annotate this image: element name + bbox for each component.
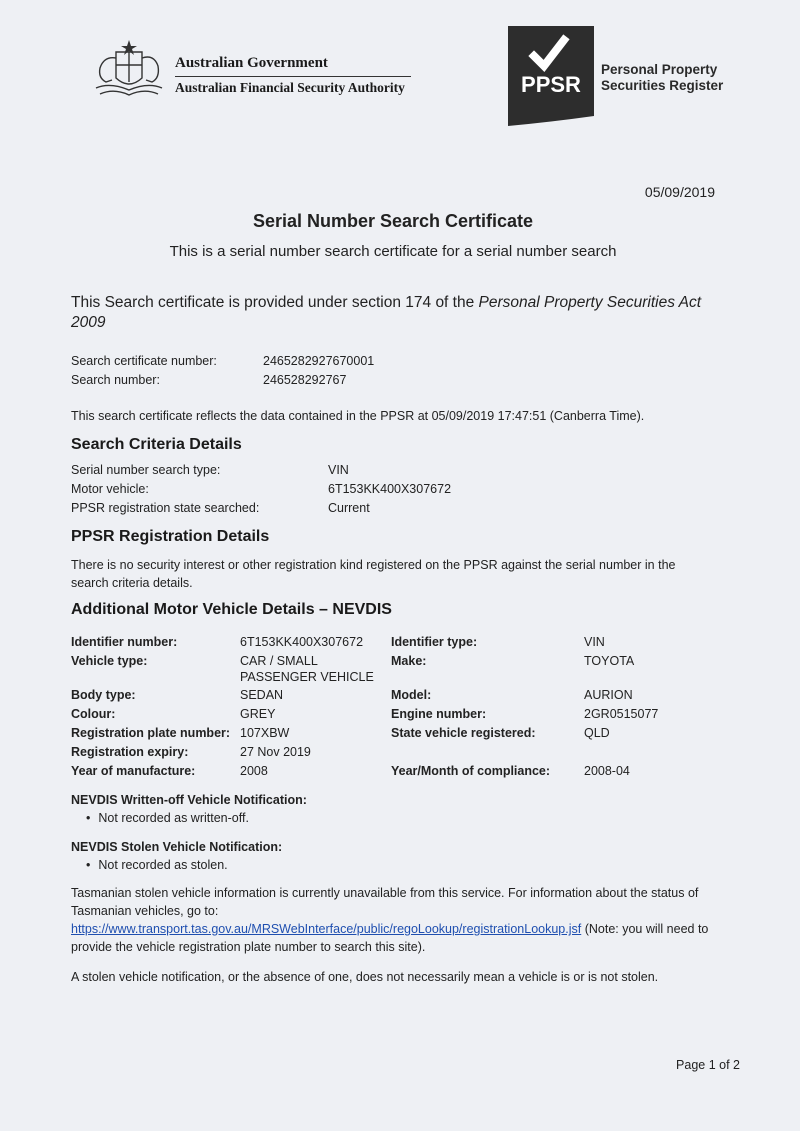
identifier-type-value: VIN — [584, 635, 605, 649]
model-label: Model: — [391, 688, 432, 702]
coat-of-arms-icon — [90, 38, 168, 100]
ppsr-logo-text: PPSR — [521, 72, 581, 97]
make-value: TOYOTA — [584, 654, 635, 668]
written-off-heading: NEVDIS Written-off Vehicle Notification: — [71, 793, 307, 807]
data-reflects-statement: This search certificate reflects the data contained in the PPSR at 05/09/2019 17:47:51 (Canberra Time). — [71, 409, 645, 423]
criteria-value: Current — [328, 501, 370, 515]
search-numbers — [71, 352, 571, 392]
stolen-item: • Not recorded as stolen. — [86, 858, 228, 872]
registration-plate-label: Registration plate number: — [71, 726, 231, 740]
page-number: Page 1 of 2 — [676, 1058, 740, 1072]
registration-expiry-value: 27 Nov 2019 — [240, 745, 311, 759]
ppsr-logo — [508, 26, 594, 126]
search-criteria-details — [71, 461, 571, 521]
compliance-value: 2008-04 — [584, 764, 630, 778]
criteria-label: Motor vehicle: — [71, 482, 149, 496]
ppsr-title-line2: Securities Register — [601, 78, 724, 93]
tasmania-info — [71, 884, 721, 956]
header-divider — [175, 76, 411, 77]
nevdis-heading: Additional Motor Vehicle Details – NEVDIS — [71, 601, 392, 618]
vehicle-type-label: Vehicle type: — [71, 654, 148, 668]
vehicle-details-grid — [71, 633, 721, 783]
ppsr-title — [601, 62, 723, 94]
tasmania-lookup-link[interactable]: https://www.transport.tas.gov.au/MRSWebInterface/public/regoLookup/registrationLookup.jsf — [71, 922, 582, 936]
identifier-number-value: 6T153KK400X307672 — [240, 635, 364, 649]
year-of-manufacture-value: 2008 — [240, 764, 268, 778]
search-cert-number-label: Search certificate number: — [71, 354, 217, 368]
search-cert-number-value: 2465282927670001 — [263, 354, 375, 368]
engine-number-value: 2GR0515077 — [584, 707, 659, 721]
search-number-label: Search number: — [71, 373, 160, 387]
agency-name: Australian Financial Security Authority — [175, 80, 405, 95]
colour-label: Colour: — [71, 707, 116, 721]
written-off-item: • Not recorded as written-off. — [86, 811, 249, 825]
identifier-type-label: Identifier type: — [391, 635, 478, 649]
state-registered-label: State vehicle registered: — [391, 726, 536, 740]
vehicle-type-value: CAR / SMALL — [240, 654, 318, 668]
ppsr-title-line1: Personal Property — [601, 62, 718, 77]
identifier-number-label: Identifier number: — [71, 635, 178, 649]
engine-number-label: Engine number: — [391, 707, 487, 721]
criteria-value: 6T153KK400X307672 — [328, 482, 452, 496]
stolen-heading: NEVDIS Stolen Vehicle Notification: — [71, 840, 283, 854]
criteria-value: VIN — [328, 463, 349, 477]
registration-expiry-label: Registration expiry: — [71, 745, 189, 759]
make-label: Make: — [391, 654, 427, 668]
search-criteria-heading: Search Criteria Details — [71, 436, 242, 453]
body-type-value: SEDAN — [240, 688, 284, 702]
body-type-label: Body type: — [71, 688, 136, 702]
stolen-disclaimer: A stolen vehicle notification, or the absence of one, does not necessarily mean a vehicle is or is not stolen. — [71, 970, 659, 984]
criteria-label: Serial number search type: — [71, 463, 221, 477]
registration-heading: PPSR Registration Details — [71, 528, 270, 545]
government-name: Australian Government — [175, 55, 328, 71]
registration-text: There is no security interest or other registration kind registered on the PPSR against the serial number in the search criteria details. — [71, 558, 676, 590]
tasmania-text: Tasmanian stolen vehicle information is currently unavailable from this service. For information about the status of Tasmanian vehicles, go to: — [71, 886, 699, 918]
act-name: Personal Property Securities Act 2009 — [71, 294, 702, 331]
provided-statement — [71, 293, 721, 333]
provided-prefix: This Search certificate is provided under section 174 of the — [71, 294, 479, 311]
criteria-label: PPSR registration state searched: — [71, 501, 260, 515]
certificate-title: Serial Number Search Certificate — [252, 211, 534, 231]
registration-plate-value: 107XBW — [240, 726, 290, 740]
vehicle-type-value-line2: PASSENGER VEHICLE — [240, 670, 374, 684]
compliance-label: Year/Month of compliance: — [391, 764, 551, 778]
state-registered-value: QLD — [584, 726, 610, 740]
certificate-date: 05/09/2019 — [644, 184, 715, 200]
tasmania-note: (Note: you will need to provide the vehicle registration plate number to search this site). — [71, 922, 709, 954]
certificate-subtitle: This is a serial number search certificate for a serial number search — [169, 243, 617, 260]
search-number-value: 246528292767 — [263, 373, 347, 387]
model-value: AURION — [584, 688, 633, 702]
year-of-manufacture-label: Year of manufacture: — [71, 764, 196, 778]
colour-value: GREY — [240, 707, 276, 721]
